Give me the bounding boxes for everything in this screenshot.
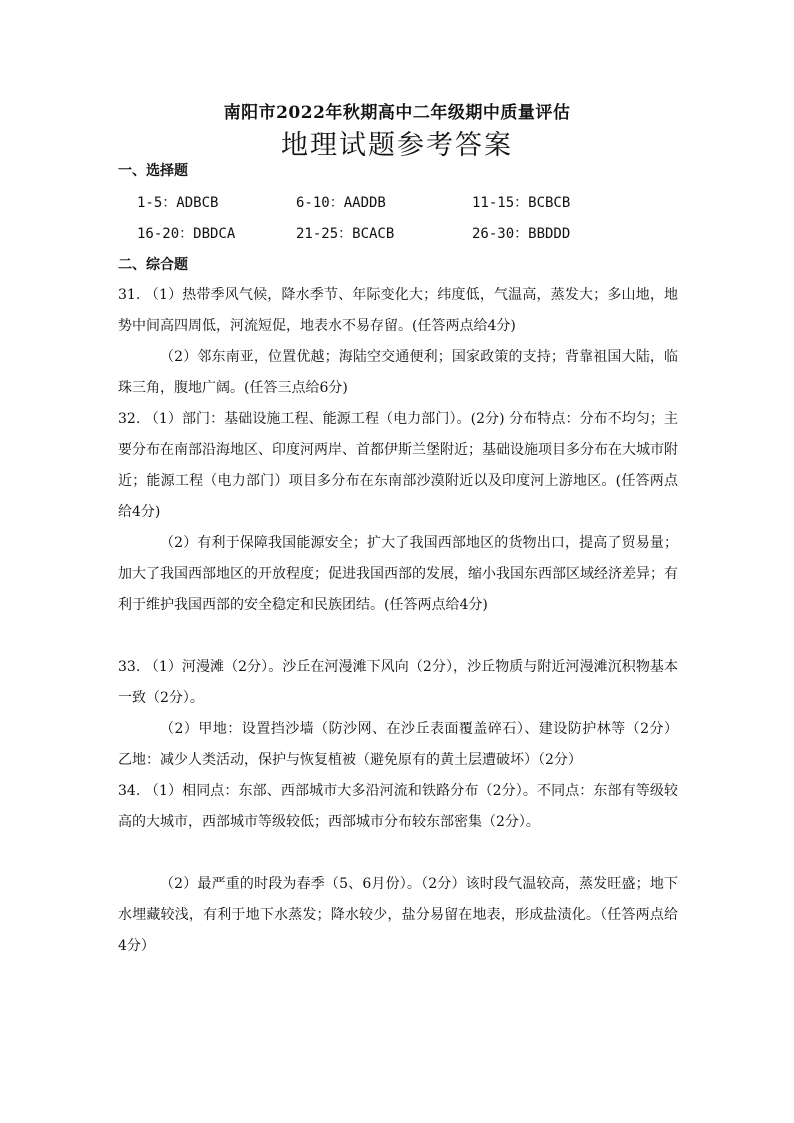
choice-answer-21-25: 21-25：BCACB: [296, 226, 395, 242]
section-comprehensive-heading: 二、综合题: [118, 257, 188, 273]
section-choice-heading: 一、选择题: [118, 163, 188, 179]
q31-part2: （2）邻东南亚，位置优越；海陆空交通便利；国家政策的支持；背靠祖国大陆，临珠三角，腹地广阔。(任答三点给6分): [118, 349, 678, 396]
q33-part1: 33. （1）河漫滩（2分）。沙丘在河漫滩下风向（2分），沙丘物质与附近河漫滩沉积物基本一致（2分）。: [118, 659, 678, 706]
choice-answer-6-10: 6-10：AADDB: [296, 195, 386, 211]
q34-part2: （2）最严重的时段为春季（5、6月份）。（2分）该时段气温较高，蒸发旺盛；地下水埋藏较浅，有利于地下水蒸发；降水较少，盐分易留在地表，形成盐渍化。（任答两点给4分）: [118, 876, 678, 954]
q32-part1: 32. （1）部门：基础设施工程、能源工程（电力部门）。(2分) 分布特点：分布不均匀；主要分布在南部沿海地区、印度河两岸、首都伊斯兰堡附近；基础设施项目多分布在大城市附近；能源工程（电力部门）项目多分布在东南部沙漠附近以及印度河上游地区。(任答两点给4分): [118, 411, 678, 520]
q32-part2: （2）有利于保障我国能源安全；扩大了我国西部地区的货物出口，提高了贸易量；加大了我国西部地区的开放程度；促进我国西部的发展，缩小我国东西部区域经济差异；有利于维护我国西部的安全稳定和民族团结。(任答两点给4分): [118, 535, 678, 613]
choice-answer-11-15: 11-15：BCBCB: [472, 195, 571, 211]
document-title: 南阳市2022年秋期高中二年级期中质量评估: [223, 103, 571, 123]
choice-answer-1-5: 1-5：ADBCB: [137, 195, 219, 211]
document-subtitle: 地理试题参考答案: [281, 130, 513, 161]
q31-part1: 31. （1）热带季风气候，降水季节、年际变化大；纬度低，气温高，蒸发大；多山地，地势中间高四周低，河流短促，地表水不易存留。(任答两点给4分): [118, 287, 678, 334]
choice-answer-26-30: 26-30：BBDDD: [472, 226, 571, 242]
q33-part2: （2）甲地：设置挡沙墙（防沙网、在沙丘表面覆盖碎石）、建设防护林等（2分） 乙地：减少人类活动，保护与恢复植被（避免原有的黄土层遭破坏）（2分）: [118, 721, 678, 768]
choice-answer-16-20: 16-20：DBDCA: [137, 226, 236, 242]
choice-answer-row-2: [137, 223, 697, 243]
q34-part1: 34. （1）相同点：东部、西部城市大多沿河流和铁路分布（2分）。不同点：东部有等级较高的大城市，西部城市等级较低；西部城市分布较东部密集（2分）。: [118, 783, 678, 830]
choice-answer-row-1: [137, 192, 697, 212]
